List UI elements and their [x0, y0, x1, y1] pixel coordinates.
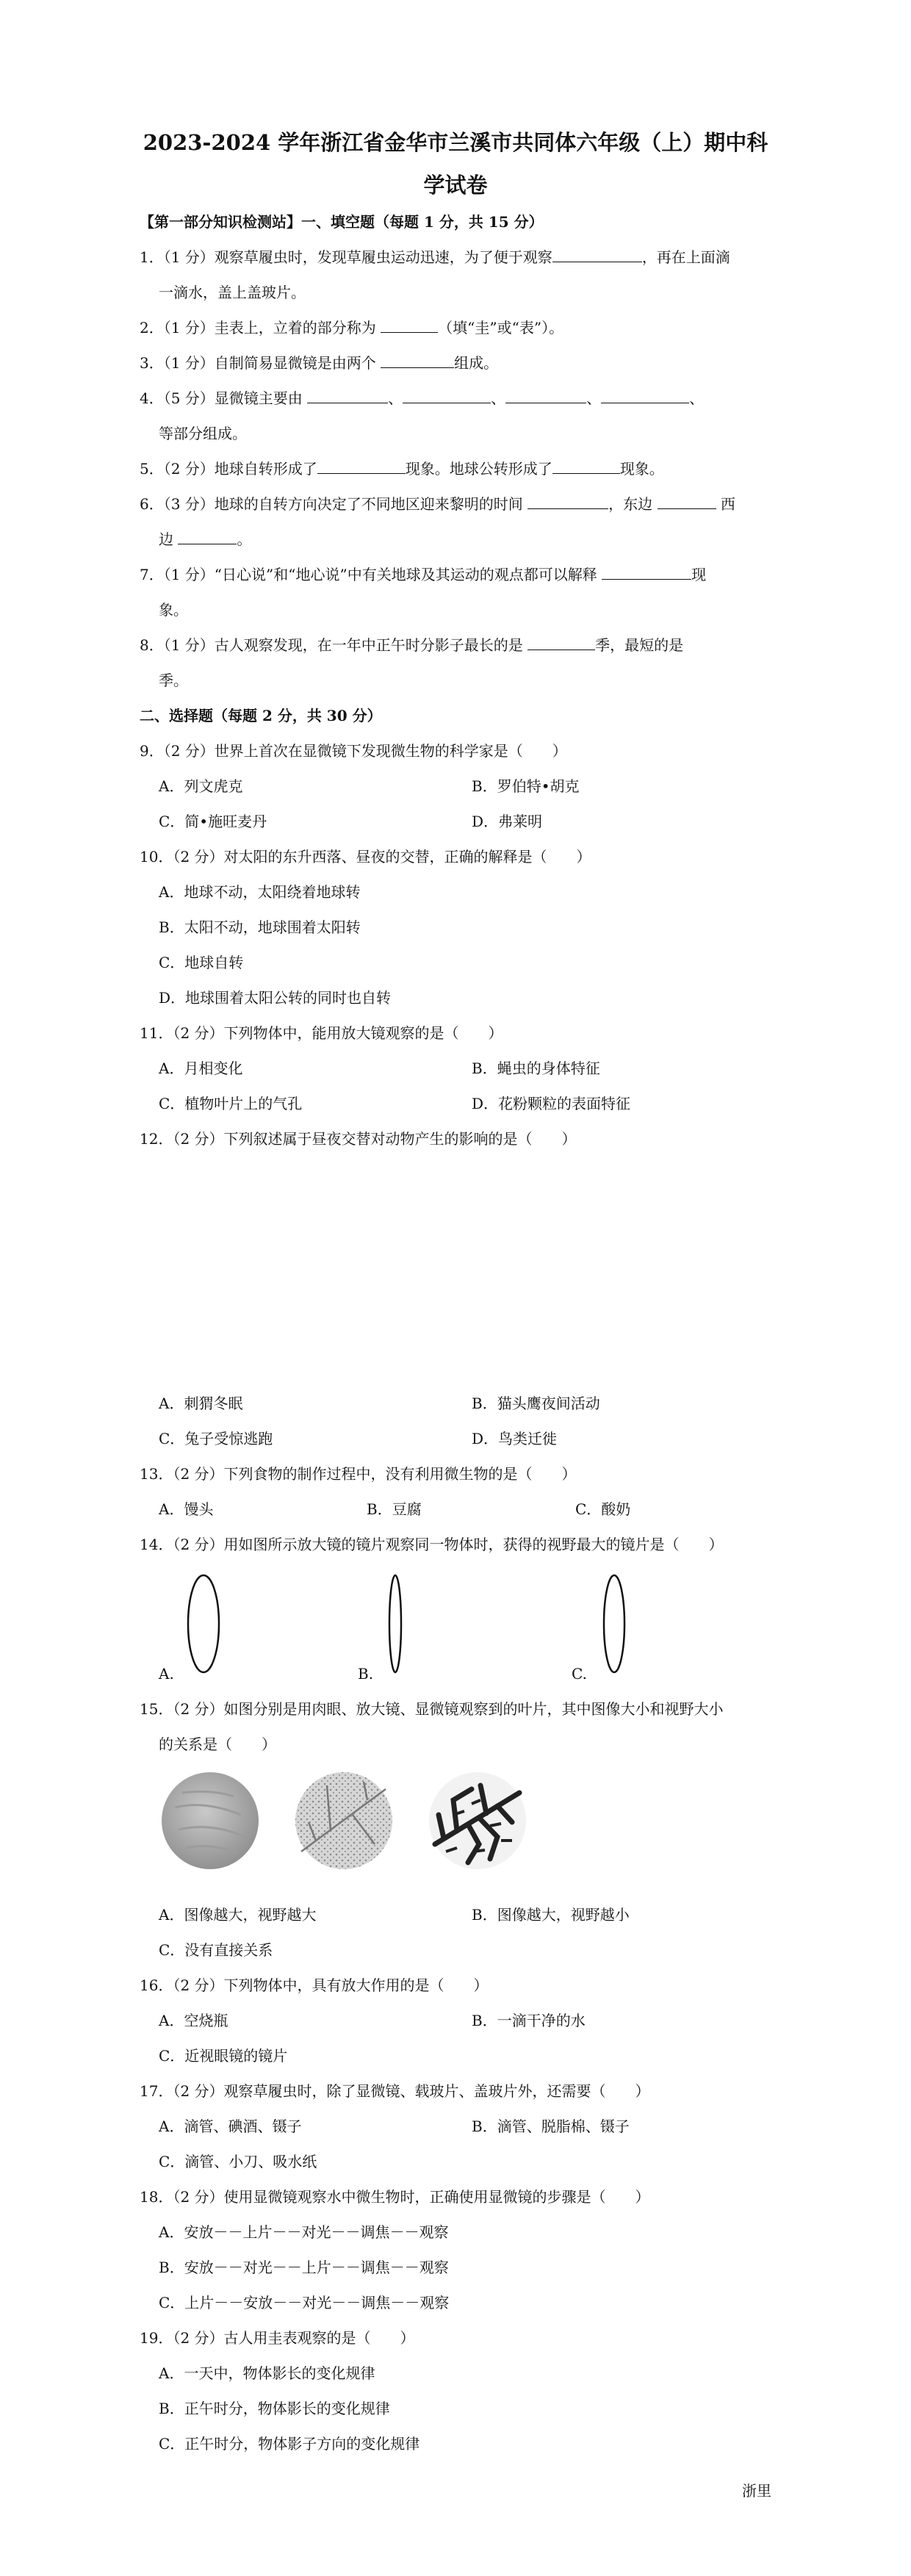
- q9-option-a[interactable]: A．列文虎克: [159, 777, 243, 795]
- q4-text-a: 4．（5 分）显微镜主要由: [140, 389, 303, 407]
- lens-a-shape: [188, 1575, 219, 1672]
- q11-option-d[interactable]: D．花粉颗粒的表面特征: [472, 1095, 631, 1112]
- q16-option-b[interactable]: B．一滴干净的水: [472, 2012, 586, 2029]
- q16-option-a[interactable]: A．空烧瓶: [159, 2012, 228, 2029]
- q8-line2: 季。: [159, 672, 188, 689]
- q16-stem: 16．（2 分）下列物体中，具有放大作用的是（ ）: [140, 1976, 489, 1994]
- lens-b-shape: [389, 1575, 401, 1672]
- q2-line: [140, 318, 563, 337]
- q12-option-b[interactable]: B．猫头鹰夜间活动: [472, 1395, 600, 1412]
- q6-blank-2[interactable]: [658, 495, 716, 509]
- q12-option-d[interactable]: D．鸟类迁徙: [472, 1430, 558, 1447]
- q14-option-a[interactable]: A.: [159, 1665, 174, 1683]
- q15-option-c[interactable]: C．没有直接关系: [159, 1941, 273, 1959]
- q6-blank-3[interactable]: [178, 530, 237, 544]
- q2-text-b: （填“圭”或“表”）。: [438, 319, 564, 337]
- lens-c-shape: [604, 1575, 624, 1672]
- q12-stem: 12．（2 分）下列叙述属于昼夜交替对动物产生的影响的是（ ）: [140, 1130, 577, 1148]
- q10-option-a[interactable]: A．地球不动，太阳绕着地球转: [159, 883, 361, 901]
- q3-text-b: 组成。: [454, 354, 499, 372]
- page-title-line2: 学试卷: [423, 173, 488, 198]
- q14-option-b[interactable]: B.: [358, 1665, 374, 1683]
- q18-option-a[interactable]: A．安放－－上片－－对光－－调焦－－观察: [159, 2223, 449, 2241]
- q17-option-b[interactable]: B．滴管、脱脂棉、镊子: [472, 2118, 630, 2135]
- q14-stem: 14．（2 分）用如图所示放大镜的镜片观察同一物体时，获得的视野最大的镜片是（ ）: [140, 1536, 724, 1553]
- q2-blank[interactable]: [381, 319, 438, 333]
- q1-line2: 一滴水，盖上盖玻片。: [159, 284, 306, 301]
- q15-stem-line1: 15．（2 分）如图分别是用肉眼、放大镜、显微镜观察到的叶片，其中图像大小和视野大小: [140, 1700, 724, 1718]
- q5-text-c: 现象。: [619, 460, 664, 478]
- q5-line: [140, 459, 664, 478]
- q4-blank-3[interactable]: [505, 389, 586, 403]
- q6-text-d: 边: [159, 530, 173, 548]
- lens-c-figure: [599, 1572, 629, 1675]
- q6-text-b: ，东边: [608, 495, 653, 513]
- q1-text-b: ，再在上面滴: [641, 248, 730, 266]
- q13-stem: 13．（2 分）下列食物的制作过程中，没有利用微生物的是（ ）: [140, 1465, 577, 1483]
- q9-option-d[interactable]: D．弗莱明: [472, 813, 543, 830]
- lens-b-figure: [384, 1572, 406, 1675]
- section-heading-choice: 二、选择题（每题 2 分，共 30 分）: [140, 707, 382, 724]
- q8-text-a: 8．（1 分）古人观察发现，在一年中正午时分影子最长的是: [140, 636, 523, 654]
- q9-stem: 9．（2 分）世界上首次在显微镜下发现微生物的科学家是（ ）: [140, 742, 567, 760]
- q6-line2: [159, 530, 251, 549]
- q7-line2: 象。: [159, 601, 188, 619]
- q7-blank[interactable]: [602, 566, 691, 580]
- q17-option-c[interactable]: C．滴管、小刀、吸水纸: [159, 2153, 317, 2170]
- q11-option-c[interactable]: C．植物叶片上的气孔: [159, 1095, 303, 1112]
- q6-blank-1[interactable]: [527, 495, 608, 509]
- q13-option-c[interactable]: C．酸奶: [575, 1500, 631, 1518]
- q10-option-b[interactable]: B．太阳不动，地球围着太阳转: [159, 918, 361, 936]
- leaf-magnifier-image: [294, 1771, 394, 1871]
- q10-option-d[interactable]: D．地球围着太阳公转的同时也自转: [159, 989, 392, 1007]
- q4-sep-2: 、: [491, 389, 506, 407]
- q2-text-a: 2．（1 分）圭表上，立着的部分称为: [140, 319, 376, 337]
- q4-sep-4: 、: [689, 389, 705, 407]
- q4-line2: [159, 424, 247, 443]
- q9-option-c[interactable]: C．简•施旺麦丹: [159, 813, 267, 830]
- q17-stem: 17．（2 分）观察草履虫时，除了显微镜、载玻片、盖玻片外，还需要（ ）: [140, 2082, 650, 2100]
- q6-text-c: 西: [720, 495, 735, 513]
- q4-sep-3: 、: [586, 389, 602, 407]
- lens-a-figure: [185, 1572, 222, 1675]
- q3-blank[interactable]: [381, 354, 454, 368]
- q13-option-b[interactable]: B．豆腐: [367, 1500, 422, 1518]
- section-heading-fill: 【第一部分知识检测站】一、填空题（每题 1 分，共 15 分）: [140, 213, 544, 231]
- q15-option-b[interactable]: B．图像越大，视野越小: [472, 1906, 630, 1924]
- q4-blank-1[interactable]: [307, 389, 388, 403]
- q4-blank-4[interactable]: [601, 389, 689, 403]
- q18-option-b[interactable]: B．安放－－对光－－上片－－调焦－－观察: [159, 2259, 449, 2276]
- q5-text-b: 现象。地球公转形成了: [405, 460, 552, 478]
- q18-option-c[interactable]: C．上片－－安放－－对光－－调焦－－观察: [159, 2294, 450, 2311]
- q1-text-a: 1．（1 分）观察草履虫时，发现草履虫运动迅速，为了便于观察: [140, 248, 552, 266]
- q3-line: [140, 353, 498, 373]
- q19-option-c[interactable]: C．正午时分，物体影子方向的变化规律: [159, 2435, 420, 2453]
- q13-option-a[interactable]: A．馒头: [159, 1500, 214, 1518]
- leaf-microscope-image: [428, 1771, 527, 1871]
- q12-option-c[interactable]: C．兔子受惊逃跑: [159, 1430, 273, 1447]
- q10-stem: 10．（2 分）对太阳的东升西落、昼夜的交替，正确的解释是（ ）: [140, 848, 591, 866]
- q7-text-a: 7．（1 分）“日心说”和“地心说”中有关地球及其运动的观点都可以解释: [140, 566, 597, 583]
- q5-blank-1[interactable]: [317, 460, 406, 474]
- q14-option-c[interactable]: C.: [572, 1665, 587, 1683]
- q11-option-b[interactable]: B．蝇虫的身体特征: [472, 1059, 600, 1077]
- q19-stem: 19．（2 分）古人用圭表观察的是（ ）: [140, 2329, 415, 2347]
- q6-text-a: 6．（3 分）地球的自转方向决定了不同地区迎来黎明的时间: [140, 495, 523, 513]
- q12-option-a[interactable]: A．刺猬冬眠: [159, 1395, 243, 1412]
- q19-option-a[interactable]: A．一天中，物体影长的变化规律: [159, 2364, 375, 2382]
- q1-line1: [140, 248, 730, 267]
- q6-line1: [140, 494, 735, 514]
- q18-stem: 18．（2 分）使用显微镜观察水中微生物时，正确使用显微镜的步骤是（ ）: [140, 2188, 650, 2206]
- q5-text-a: 5．（2 分）地球自转形成了: [140, 460, 317, 478]
- q15-option-a[interactable]: A．图像越大，视野越大: [159, 1906, 317, 1924]
- q4-blank-2[interactable]: [403, 389, 491, 403]
- q1-blank-1[interactable]: [552, 248, 642, 262]
- q5-blank-2[interactable]: [552, 460, 620, 474]
- q8-line1: [140, 636, 683, 655]
- page-footer: 浙里: [742, 2482, 771, 2500]
- q7-line1: [140, 565, 706, 584]
- q8-blank-1[interactable]: [527, 636, 595, 650]
- q15-stem-line2: 的关系是（ ）: [159, 1735, 276, 1753]
- q17-option-a[interactable]: A．滴管、碘酒、镊子: [159, 2118, 302, 2135]
- page-title-line1: 2023-2024 学年浙江省金华市兰溪市共同体六年级（上）期中科: [143, 130, 768, 155]
- q9-option-b[interactable]: B．罗伯特•胡克: [472, 777, 580, 795]
- q4-text-c: 等部分组成。: [159, 425, 247, 442]
- q16-option-c[interactable]: C．近视眼镜的镜片: [159, 2047, 288, 2065]
- q11-stem: 11．（2 分）下列物体中，能用放大镜观察的是（ ）: [140, 1024, 503, 1042]
- q19-option-b[interactable]: B．正午时分，物体影长的变化规律: [159, 2400, 390, 2417]
- q4-sep-1: 、: [388, 389, 403, 407]
- q10-option-c[interactable]: C．地球自转: [159, 954, 244, 971]
- q4-line1: [140, 389, 704, 408]
- q11-option-a[interactable]: A．月相变化: [159, 1059, 243, 1077]
- q8-text-b: 季，最短的是: [595, 636, 684, 654]
- q7-text-b: 现: [691, 566, 707, 583]
- leaf-naked-eye-image: [160, 1771, 260, 1871]
- q3-text-a: 3．（1 分）自制简易显微镜是由两个: [140, 354, 376, 372]
- q6-text-e: 。: [237, 530, 252, 548]
